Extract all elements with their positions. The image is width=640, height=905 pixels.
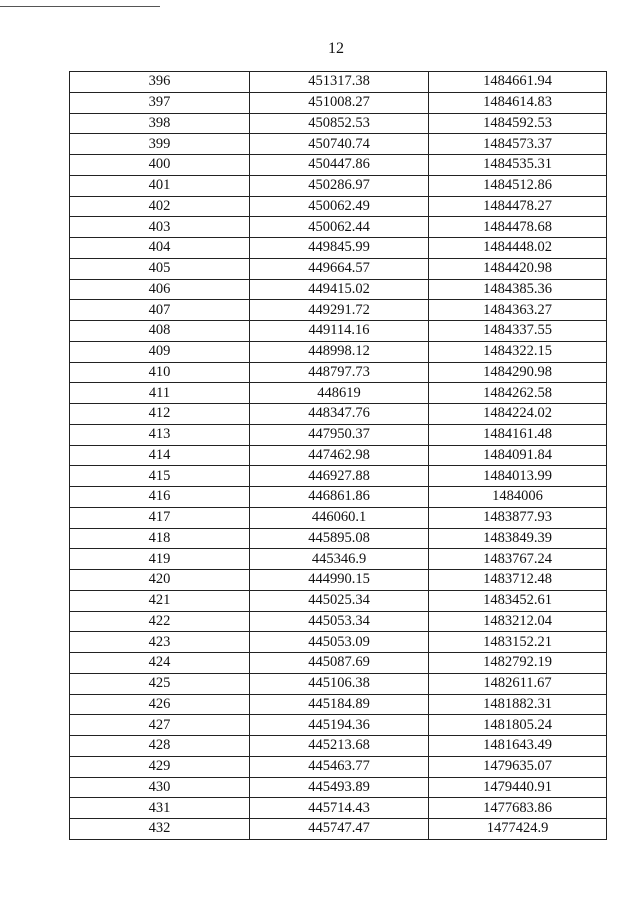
x-coordinate-cell: 445213.68 — [250, 736, 429, 757]
point-number-cell: 417 — [70, 507, 250, 528]
y-coordinate-cell: 1484535.31 — [429, 155, 607, 176]
table-row — [70, 300, 607, 321]
point-number-cell: 432 — [70, 819, 250, 840]
y-coordinate-cell: 1483152.21 — [429, 632, 607, 653]
x-coordinate-cell: 448797.73 — [250, 362, 429, 383]
point-number-cell: 415 — [70, 466, 250, 487]
x-coordinate-cell: 447950.37 — [250, 424, 429, 445]
y-coordinate-cell: 1479635.07 — [429, 756, 607, 777]
y-coordinate-cell: 1482792.19 — [429, 653, 607, 674]
x-coordinate-cell: 449415.02 — [250, 279, 429, 300]
x-coordinate-cell: 449664.57 — [250, 258, 429, 279]
x-coordinate-cell: 446060.1 — [250, 507, 429, 528]
x-coordinate-cell: 450286.97 — [250, 175, 429, 196]
point-number-cell: 421 — [70, 590, 250, 611]
x-coordinate-cell: 445747.47 — [250, 819, 429, 840]
y-coordinate-cell: 1484322.15 — [429, 341, 607, 362]
table-row — [70, 279, 607, 300]
point-number-cell: 411 — [70, 383, 250, 404]
x-coordinate-cell: 448347.76 — [250, 404, 429, 425]
table-row — [70, 404, 607, 425]
y-coordinate-cell: 1484091.84 — [429, 445, 607, 466]
point-number-cell: 431 — [70, 798, 250, 819]
y-coordinate-cell: 1484478.27 — [429, 196, 607, 217]
point-number-cell: 397 — [70, 92, 250, 113]
y-coordinate-cell: 1484224.02 — [429, 404, 607, 425]
point-number-cell: 429 — [70, 756, 250, 777]
x-coordinate-cell: 448998.12 — [250, 341, 429, 362]
point-number-cell: 427 — [70, 715, 250, 736]
table-row — [70, 113, 607, 134]
point-number-cell: 400 — [70, 155, 250, 176]
x-coordinate-cell: 450447.86 — [250, 155, 429, 176]
x-coordinate-cell: 450852.53 — [250, 113, 429, 134]
point-number-cell: 409 — [70, 341, 250, 362]
y-coordinate-cell: 1484013.99 — [429, 466, 607, 487]
x-coordinate-cell: 445895.08 — [250, 528, 429, 549]
table-row — [70, 445, 607, 466]
y-coordinate-cell: 1484420.98 — [429, 258, 607, 279]
y-coordinate-cell: 1484614.83 — [429, 92, 607, 113]
x-coordinate-cell: 450062.49 — [250, 196, 429, 217]
table-row — [70, 528, 607, 549]
table-row — [70, 632, 607, 653]
point-number-cell: 398 — [70, 113, 250, 134]
x-coordinate-cell: 446927.88 — [250, 466, 429, 487]
point-number-cell: 408 — [70, 321, 250, 342]
table-row — [70, 341, 607, 362]
y-coordinate-cell: 1479440.91 — [429, 777, 607, 798]
point-number-cell: 428 — [70, 736, 250, 757]
table-row — [70, 507, 607, 528]
table-row — [70, 611, 607, 632]
point-number-cell: 402 — [70, 196, 250, 217]
point-number-cell: 420 — [70, 570, 250, 591]
point-number-cell: 396 — [70, 72, 250, 93]
x-coordinate-cell: 450740.74 — [250, 134, 429, 155]
point-number-cell: 404 — [70, 238, 250, 259]
x-coordinate-cell: 445463.77 — [250, 756, 429, 777]
y-coordinate-cell: 1484592.53 — [429, 113, 607, 134]
point-number-cell: 424 — [70, 653, 250, 674]
x-coordinate-cell: 445087.69 — [250, 653, 429, 674]
table-row — [70, 72, 607, 93]
y-coordinate-cell: 1483452.61 — [429, 590, 607, 611]
table-row — [70, 134, 607, 155]
table-row — [70, 155, 607, 176]
table-body — [70, 72, 607, 840]
y-coordinate-cell: 1484661.94 — [429, 72, 607, 93]
y-coordinate-cell: 1483849.39 — [429, 528, 607, 549]
x-coordinate-cell: 446861.86 — [250, 487, 429, 508]
x-coordinate-cell: 445106.38 — [250, 673, 429, 694]
table-row — [70, 590, 607, 611]
point-number-cell: 418 — [70, 528, 250, 549]
coordinates-table-container — [69, 71, 606, 840]
point-number-cell: 430 — [70, 777, 250, 798]
x-coordinate-cell: 445346.9 — [250, 549, 429, 570]
table-row — [70, 175, 607, 196]
point-number-cell: 423 — [70, 632, 250, 653]
y-coordinate-cell: 1484161.48 — [429, 424, 607, 445]
table-row — [70, 383, 607, 404]
x-coordinate-cell: 445714.43 — [250, 798, 429, 819]
table-row — [70, 487, 607, 508]
table-row — [70, 570, 607, 591]
table-row — [70, 321, 607, 342]
y-coordinate-cell: 1484512.86 — [429, 175, 607, 196]
point-number-cell: 426 — [70, 694, 250, 715]
y-coordinate-cell: 1484363.27 — [429, 300, 607, 321]
header-rule — [0, 6, 160, 7]
y-coordinate-cell: 1483767.24 — [429, 549, 607, 570]
table-row — [70, 798, 607, 819]
y-coordinate-cell: 1483877.93 — [429, 507, 607, 528]
table-row — [70, 653, 607, 674]
x-coordinate-cell: 447462.98 — [250, 445, 429, 466]
table-row — [70, 549, 607, 570]
table-row — [70, 92, 607, 113]
y-coordinate-cell: 1482611.67 — [429, 673, 607, 694]
point-number-cell: 401 — [70, 175, 250, 196]
point-number-cell: 419 — [70, 549, 250, 570]
x-coordinate-cell: 449845.99 — [250, 238, 429, 259]
table-row — [70, 217, 607, 238]
point-number-cell: 412 — [70, 404, 250, 425]
y-coordinate-cell: 1481805.24 — [429, 715, 607, 736]
point-number-cell: 406 — [70, 279, 250, 300]
point-number-cell: 425 — [70, 673, 250, 694]
y-coordinate-cell: 1484337.55 — [429, 321, 607, 342]
x-coordinate-cell: 451317.38 — [250, 72, 429, 93]
point-number-cell: 399 — [70, 134, 250, 155]
x-coordinate-cell: 445053.34 — [250, 611, 429, 632]
table-row — [70, 238, 607, 259]
point-number-cell: 422 — [70, 611, 250, 632]
point-number-cell: 414 — [70, 445, 250, 466]
page-number: 12 — [328, 40, 344, 57]
table-row — [70, 715, 607, 736]
y-coordinate-cell: 1483212.04 — [429, 611, 607, 632]
x-coordinate-cell: 444990.15 — [250, 570, 429, 591]
y-coordinate-cell: 1484385.36 — [429, 279, 607, 300]
y-coordinate-cell: 1481643.49 — [429, 736, 607, 757]
x-coordinate-cell: 449114.16 — [250, 321, 429, 342]
table-row — [70, 736, 607, 757]
point-number-cell: 416 — [70, 487, 250, 508]
point-number-cell: 405 — [70, 258, 250, 279]
x-coordinate-cell: 451008.27 — [250, 92, 429, 113]
table-row — [70, 756, 607, 777]
y-coordinate-cell: 1484573.37 — [429, 134, 607, 155]
y-coordinate-cell: 1483712.48 — [429, 570, 607, 591]
x-coordinate-cell: 445025.34 — [250, 590, 429, 611]
point-number-cell: 410 — [70, 362, 250, 383]
y-coordinate-cell: 1484478.68 — [429, 217, 607, 238]
point-number-cell: 413 — [70, 424, 250, 445]
point-number-cell: 403 — [70, 217, 250, 238]
y-coordinate-cell: 1477424.9 — [429, 819, 607, 840]
y-coordinate-cell: 1481882.31 — [429, 694, 607, 715]
y-coordinate-cell: 1484006 — [429, 487, 607, 508]
table-row — [70, 362, 607, 383]
x-coordinate-cell: 445493.89 — [250, 777, 429, 798]
y-coordinate-cell: 1484448.02 — [429, 238, 607, 259]
x-coordinate-cell: 445184.89 — [250, 694, 429, 715]
y-coordinate-cell: 1477683.86 — [429, 798, 607, 819]
table-row — [70, 466, 607, 487]
coordinates-table — [69, 71, 607, 840]
x-coordinate-cell: 448619 — [250, 383, 429, 404]
table-row — [70, 258, 607, 279]
table-row — [70, 673, 607, 694]
x-coordinate-cell: 450062.44 — [250, 217, 429, 238]
x-coordinate-cell: 449291.72 — [250, 300, 429, 321]
x-coordinate-cell: 445194.36 — [250, 715, 429, 736]
table-row — [70, 424, 607, 445]
y-coordinate-cell: 1484262.58 — [429, 383, 607, 404]
table-row — [70, 777, 607, 798]
table-row — [70, 819, 607, 840]
table-row — [70, 694, 607, 715]
x-coordinate-cell: 445053.09 — [250, 632, 429, 653]
y-coordinate-cell: 1484290.98 — [429, 362, 607, 383]
point-number-cell: 407 — [70, 300, 250, 321]
table-row — [70, 196, 607, 217]
